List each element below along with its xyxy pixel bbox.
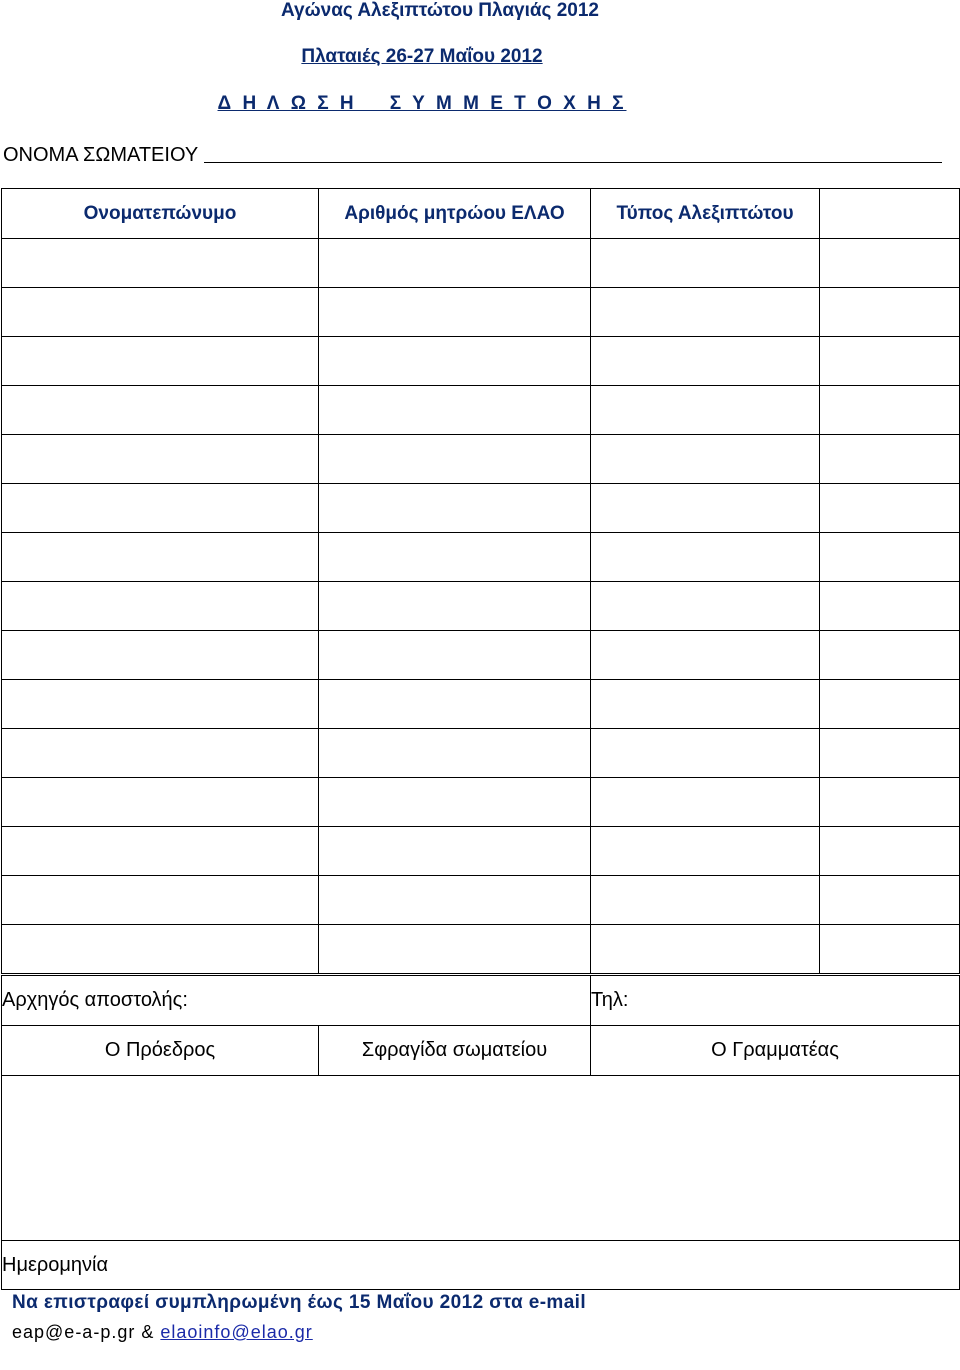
table-row — [2, 778, 960, 827]
table-row — [2, 729, 960, 778]
email-elao-link[interactable]: elaoinfo@elao.gr — [160, 1322, 313, 1342]
table-cell[interactable] — [820, 337, 960, 386]
table-cell[interactable] — [2, 337, 319, 386]
return-notice: Να επιστραφεί συμπληρωμένη έως 15 Μαΐου 2012 στα e-mail — [12, 1292, 587, 1313]
table-cell[interactable] — [820, 729, 960, 778]
column-header-name: Ονοματεπώνυμο — [2, 189, 319, 239]
table-cell[interactable] — [820, 680, 960, 729]
table-cell[interactable] — [2, 239, 319, 288]
contact-emails — [12, 1322, 313, 1343]
table-row — [2, 876, 960, 925]
secretary-label: Ο Γραμματέας — [591, 1026, 960, 1076]
table-cell[interactable] — [319, 239, 591, 288]
table-cell[interactable] — [591, 337, 820, 386]
table-cell[interactable] — [2, 876, 319, 925]
table-row — [2, 533, 960, 582]
table-cell[interactable] — [319, 435, 591, 484]
team-leader-label: Αρχηγός αποστολής: — [2, 976, 591, 1026]
table-cell[interactable] — [820, 533, 960, 582]
email-eap: eap@e-a-p.gr — [12, 1322, 136, 1342]
table-cell[interactable] — [319, 925, 591, 974]
table-row — [2, 582, 960, 631]
table-cell[interactable] — [2, 582, 319, 631]
table-cell[interactable] — [319, 631, 591, 680]
table-cell[interactable] — [319, 778, 591, 827]
signature-area-row — [2, 1076, 960, 1241]
leader-row — [2, 976, 960, 1026]
signature-labels-row — [2, 1026, 960, 1076]
table-cell[interactable] — [319, 337, 591, 386]
table-cell[interactable] — [2, 386, 319, 435]
table-row — [2, 631, 960, 680]
table-row — [2, 925, 960, 974]
table-cell[interactable] — [591, 386, 820, 435]
table-cell[interactable] — [319, 876, 591, 925]
table-cell[interactable] — [820, 288, 960, 337]
table-cell[interactable] — [2, 778, 319, 827]
table-cell[interactable] — [591, 435, 820, 484]
table-cell[interactable] — [2, 435, 319, 484]
table-cell[interactable] — [2, 484, 319, 533]
table-cell[interactable] — [2, 925, 319, 974]
table-cell[interactable] — [591, 239, 820, 288]
table-cell[interactable] — [591, 582, 820, 631]
table-cell[interactable] — [820, 876, 960, 925]
table-cell[interactable] — [591, 533, 820, 582]
date-row — [2, 1241, 960, 1290]
table-row — [2, 288, 960, 337]
table-row — [2, 680, 960, 729]
phone-label: Τηλ: — [591, 976, 960, 1026]
table-cell[interactable] — [591, 729, 820, 778]
declaration-heading: Δ Η Λ Ω Σ Η Σ Υ Μ Μ Ε Τ Ο Χ Η Σ — [217, 93, 627, 114]
table-cell[interactable] — [2, 729, 319, 778]
table-cell[interactable] — [820, 484, 960, 533]
table-cell[interactable] — [591, 876, 820, 925]
signature-area[interactable] — [2, 1076, 960, 1241]
table-cell[interactable] — [319, 729, 591, 778]
table-cell[interactable] — [319, 288, 591, 337]
table-cell[interactable] — [820, 386, 960, 435]
participants-table — [1, 188, 960, 974]
table-cell[interactable] — [2, 533, 319, 582]
table-cell[interactable] — [2, 827, 319, 876]
table-cell[interactable] — [319, 386, 591, 435]
table-row — [2, 239, 960, 288]
table-cell[interactable] — [820, 582, 960, 631]
table-row — [2, 386, 960, 435]
date-label: Ημερομηνία — [2, 1241, 960, 1290]
table-cell[interactable] — [820, 827, 960, 876]
table-row — [2, 484, 960, 533]
table-cell[interactable] — [319, 582, 591, 631]
table-row — [2, 337, 960, 386]
table-row — [2, 827, 960, 876]
column-header-glider-type: Τύπος Αλεξιπτώτου — [591, 189, 820, 239]
table-cell[interactable] — [820, 631, 960, 680]
column-header-registry: Αριθμός μητρώου ΕΛΑΟ — [319, 189, 591, 239]
table-cell[interactable] — [591, 631, 820, 680]
club-name-label: ΟΝΟΜΑ ΣΩΜΑΤΕΙΟΥ — [3, 144, 199, 166]
president-label: Ο Πρόεδρος — [2, 1026, 319, 1076]
table-cell[interactable] — [319, 827, 591, 876]
table-cell[interactable] — [591, 680, 820, 729]
table-cell[interactable] — [820, 239, 960, 288]
table-cell[interactable] — [591, 288, 820, 337]
table-cell[interactable] — [319, 484, 591, 533]
table-row — [2, 435, 960, 484]
event-place-date: Πλαταιές 26-27 Μαΐου 2012 — [301, 46, 543, 67]
table-header-row — [2, 189, 960, 239]
table-cell[interactable] — [2, 680, 319, 729]
table-cell[interactable] — [319, 680, 591, 729]
table-cell[interactable] — [820, 435, 960, 484]
email-separator: & — [141, 1322, 155, 1342]
table-cell[interactable] — [591, 925, 820, 974]
column-header-extra — [820, 189, 960, 239]
stamp-label: Σφραγίδα σωματείου — [319, 1026, 591, 1076]
table-cell[interactable] — [2, 631, 319, 680]
table-cell[interactable] — [319, 533, 591, 582]
table-cell[interactable] — [2, 288, 319, 337]
table-cell[interactable] — [591, 778, 820, 827]
table-cell[interactable] — [591, 827, 820, 876]
table-cell[interactable] — [591, 484, 820, 533]
club-name-field[interactable] — [204, 162, 942, 163]
page-title: Αγώνας Αλεξιπτώτου Πλαγιάς 2012 — [281, 0, 599, 21]
signature-table — [1, 975, 960, 1290]
table-cell[interactable] — [820, 925, 960, 974]
table-cell[interactable] — [820, 778, 960, 827]
